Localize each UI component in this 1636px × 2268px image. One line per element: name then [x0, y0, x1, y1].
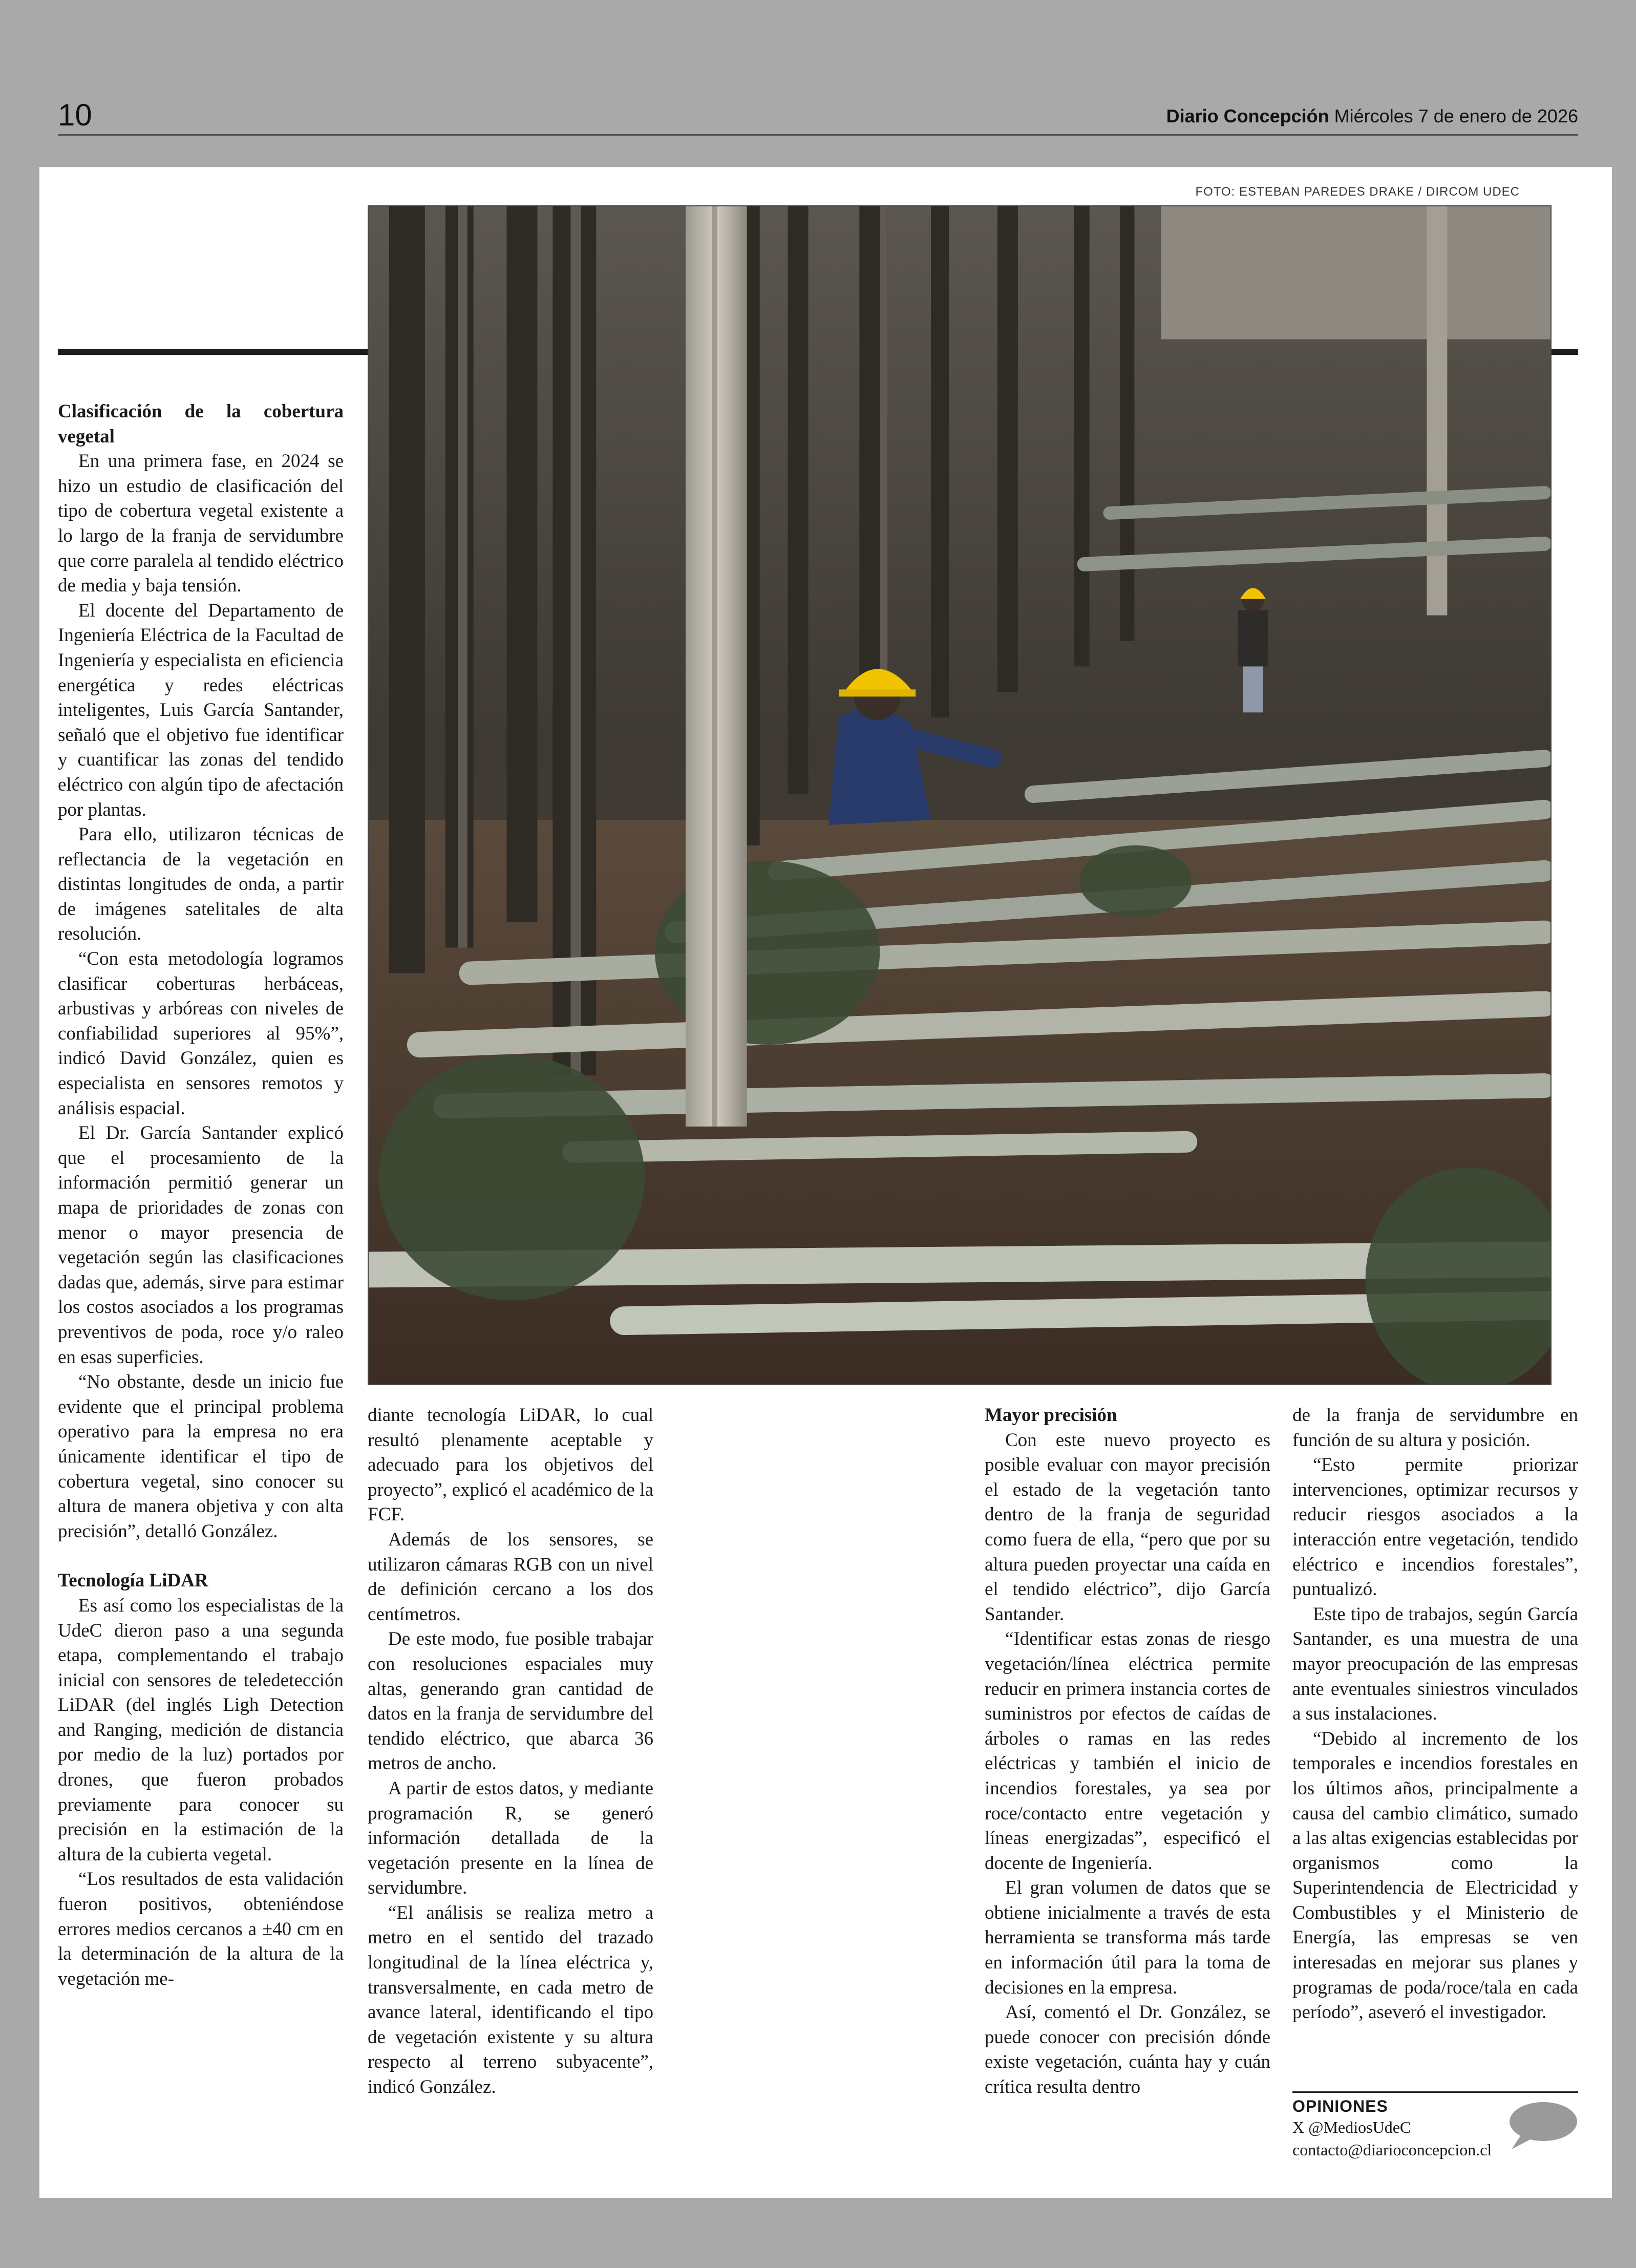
paragraph: “Los resultados de esta validación fueron positivos, obteniéndose errores medios cercanos a ±40 cm en la determinación de la altura de la vegetación me-: [58, 1869, 344, 1989]
section-rule-right: [1552, 349, 1578, 355]
paragraph: “Identificar estas zonas de riesgo vegetación/línea eléctrica permite reducir en primera instancia cortes de suministros por efectos de caídas de árboles o ramas en las redes eléctricas y también el inicio de incendios forestales, ya sea por roce/contacto entre vegetación y líneas energizadas”, especificó el docente de Ingeniería.: [985, 1628, 1270, 1874]
page-number: 10: [58, 98, 92, 132]
header-rule: [58, 134, 1578, 136]
paragraph: El docente del Departamento de Ingeniería Eléctrica de la Facultad de Ingeniería y especialista en eficiencia energética y redes eléctricas inteligentes, Luis García Santander, señaló que el objetivo fue identificar y cuantificar las zonas del tendido eléctrico con algún tipo de afectación por plantas.: [58, 600, 344, 820]
paragraph: “Debido al incremento de los temporales e incendios forestales en los últimos años, principalmente a causa del cambio climático, sumado a las altas exigencias establecidas por organismos como la Superintendencia de Electricidad y Combustibles y el Ministerio de Energía, las empresas se ven interesadas en mejorar sus planes y programas de poda/roce/tala en cada período”, aseveró el investigador.: [1292, 1728, 1578, 2023]
article-photo: [368, 205, 1552, 1385]
subheading: Mayor precisión: [985, 1405, 1117, 1426]
paragraph: Con este nuevo proyecto es posible evaluar con mayor precisión el estado de la vegetación tanto dentro de la franja de seguridad como fuera de ella, “pero que por su altura pueden proyectar una caída en el tendido eléctrico”, dijo García Santander.: [985, 1429, 1270, 1625]
article-column-1: [58, 399, 344, 1991]
paragraph: En una primera fase, en 2024 se hizo un estudio de clasificación del tipo de cobertura vegetal existente a lo largo de la franja de servidumbre que corre paralela al tendido eléctrico de media y baja tensión.: [58, 451, 344, 597]
issue-date: Miércoles 7 de enero de 2026: [1334, 105, 1578, 126]
paragraph: Para ello, utilizaron técnicas de reflectancia de la vegetación en distintas longitudes de onda, a partir de imágenes satelitales de alta resolución.: [58, 824, 344, 945]
paragraph: “El análisis se realiza metro a metro en el sentido del trazado longitudinal de la línea eléctrica y, transversalmente, en cada metro de avance lateral, identificando el tipo de vegetación existente y su altura respecto al terreno subyacente”, indicó González.: [368, 1902, 653, 2098]
paragraph: Así, comentó el Dr. González, se puede conocer con precisión dónde existe vegetación, cuánta hay y cuán crítica resulta dentro: [985, 2002, 1270, 2098]
paragraph: “No obstante, desde un inicio fue evidente que el principal problema operativo para la empresa no era únicamente identificar el tipo de cobertura vegetal, sino conocer su altura de manera objetiva y con alta precisión”, detalló González.: [58, 1371, 344, 1542]
paragraph: “Con esta metodología logramos clasificar coberturas herbáceas, arbustivas y arbóreas con niveles de confiabilidad superiores al 95%”, indicó David González, quien es especialista en sensores remotos y análisis espacial.: [58, 948, 344, 1119]
paper-name: Diario Concepción: [1166, 105, 1329, 126]
paragraph: Es así como los especialistas de la UdeC dieron paso a una segunda etapa, complementando el trabajo inicial con sensores de teledetección LiDAR (del inglés Ligh Detection and Ranging, medición de distancia por medio de la luz) portados por drones, que fueron probados previamente para conocer su precisión en la estimación de la altura de la cubierta vegetal.: [58, 1595, 344, 1865]
paragraph: Además de los sensores, se utilizaron cámaras RGB con un nivel de definición cercano a los dos centímetros.: [368, 1529, 653, 1625]
subheading: Tecnología LiDAR: [58, 1570, 208, 1592]
article-column-2: [368, 1403, 653, 2100]
masthead: [1166, 105, 1578, 127]
article-column-3: [985, 1403, 1270, 2100]
paragraph-gap: [58, 1544, 344, 1568]
paragraph: diante tecnología LiDAR, lo cual resultó plenamente aceptable y adecuado para los objetivos del proyecto”, explicó el académico de la FCF.: [368, 1405, 653, 1525]
forest-photo-illustration: [369, 206, 1550, 1384]
paragraph: de la franja de servidumbre en función de su altura y posición.: [1292, 1405, 1578, 1451]
paragraph: Este tipo de trabajos, según García Santander, es una muestra de una mayor preocupación de las empresas ante eventuales siniestros vinculados a sus instalaciones.: [1292, 1603, 1578, 1725]
paragraph: “Esto permite priorizar intervenciones, optimizar recursos y reducir riesgos asociados a la interacción entre vegetación, tendido eléctrico e incendios forestales”, puntualizó.: [1292, 1454, 1578, 1600]
opinions-email[interactable]: contacto@diarioconcepcion.cl: [1292, 2140, 1492, 2159]
opinions-social-handle[interactable]: X @MediosUdeC: [1292, 2118, 1411, 2136]
paragraph: El Dr. García Santander explicó que el procesamiento de la información permitió generar un mapa de prioridades de zonas con menor o mayor presencia de vegetación según las clasificaciones dadas que, además, sirve para estimar los costos asociados a los programas preventivos de poda, roce y/o raleo en esas superficies.: [58, 1122, 344, 1368]
article-column-4: [1292, 1403, 1578, 2025]
speech-bubble-icon: [1506, 2100, 1578, 2151]
photo-credit: FOTO: ESTEBAN PAREDES DRAKE / DIRCOM UDEC: [1195, 185, 1520, 199]
paragraph: De este modo, fue posible trabajar con resoluciones espaciales muy altas, generando gran cantidad de datos en la franja de servidumbre del tendido eléctrico, que abarca 36 metros de ancho.: [368, 1628, 653, 1774]
opinions-box: [1292, 2091, 1578, 2161]
paragraph: El gran volumen de datos que se obtiene inicialmente a través de esta herramienta se transforma más tarde en información útil para la toma de decisiones en la empresa.: [985, 1877, 1270, 1998]
subheading: Clasificación de la cobertura vegetal: [58, 401, 344, 447]
section-rule-left: [58, 349, 368, 355]
paragraph: A partir de estos datos, y mediante programación R, se generó información detallada de la vegetación presente en la línea de servidumbre.: [368, 1777, 653, 1899]
opinions-title: OPINIONES: [1292, 2097, 1388, 2115]
